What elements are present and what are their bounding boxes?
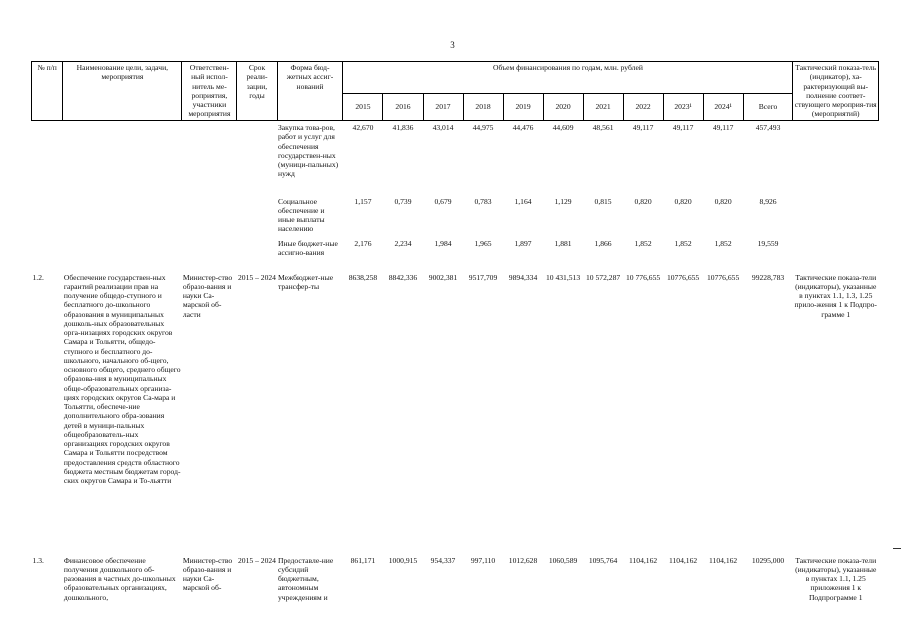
row-value: 10 572,287	[585, 272, 621, 282]
row-num: 1.3.	[32, 555, 44, 565]
row-value: 44,975	[472, 123, 494, 132]
row-value: 1,965	[474, 238, 492, 248]
row-value: 0,820	[714, 196, 732, 206]
table-row	[32, 121, 879, 195]
header-year: 2020	[543, 94, 583, 121]
row-name	[63, 195, 182, 237]
header-responsible: Ответствен-ный испол-нитель ме-роприятия, участники мероприятия	[182, 62, 237, 121]
row-value: 1060,589	[548, 555, 578, 565]
row-value: 44,609	[552, 123, 574, 132]
row-value: 8638,258	[348, 272, 378, 282]
financing-table	[31, 61, 879, 614]
row-value: 9002,381	[428, 272, 458, 282]
row-value: 43,014	[432, 123, 454, 132]
row-name	[63, 237, 182, 271]
row-value: 1,852	[634, 238, 652, 248]
row-value: 2,234	[394, 238, 412, 248]
row-num	[32, 195, 63, 237]
row-value: 1,157	[354, 196, 372, 206]
header-volume: Объем финансирования по годам, млн. рублей	[343, 62, 793, 94]
row-form: Межбюджет-ные трансфер-ты	[278, 272, 334, 291]
row-total: 99228,783	[751, 272, 785, 282]
row-total: 8,926	[759, 196, 777, 206]
row-term	[237, 121, 277, 195]
table-row	[32, 237, 879, 271]
row-name: Финансовое обеспечение получения дошкольного об-разования в частных до-школьных образовательных организациях, дошкольного,	[63, 555, 176, 602]
header-year: 2019	[503, 94, 543, 121]
row-indicator	[793, 121, 879, 195]
row-form: Предоставле-ние субсидий бюджетным, автономным учреждениям и	[278, 555, 334, 602]
row-total: 19,559	[757, 238, 779, 248]
page-number: 3	[450, 40, 455, 50]
row-form: Социальное обеспечение и иные выплаты населению	[278, 196, 325, 234]
row-responsible: Министер-ство образо-вания и науки Са-марской об-	[182, 555, 233, 593]
row-value: 44,476	[512, 123, 534, 132]
row-value: 10776,655	[706, 272, 740, 282]
table-row	[32, 195, 879, 237]
row-value: 41,836	[392, 123, 414, 132]
row-form: Иные бюджет-ные ассигно-вания	[278, 238, 338, 257]
row-value: 1,164	[514, 196, 532, 206]
header-indicator: Тактический показа-тель (индикатор), ха-рактеризующий вы-полнение соответ-ствующего мероприя-тия (мероприятий)	[793, 62, 879, 121]
row-value: 0,739	[394, 196, 412, 206]
row-value: 0,679	[434, 196, 452, 206]
row-name: Обеспечение государствен-ных гарантий реализации прав на получение общедо-ступного и бесплатного до-школьного образования в муниципальных дошколь-ных образовательных орга-низациях городских округов Самара и Тольятти, общедо-ступного и бесплатного до-школьного, начального об-щего, основного общего, среднего общего образова-ния в муниципальных обще-образовательных организа-циях городских округов Са-мара и Тольятти, обеспече-ние дополнительного обра-зования детей в муници-пальных общеобразователь-ных организациях городских округов Самара и Тольятти посредством предоставления средств областного бюджета местным бюджетам город-ских округов Самара и То-льятти	[63, 272, 181, 485]
header-num: № п/п	[32, 62, 63, 121]
row-value: 0,783	[474, 196, 492, 206]
row-value: 9894,334	[508, 272, 538, 282]
row-value: 0,815	[594, 196, 612, 206]
header-total: Всего	[743, 94, 793, 121]
row-value: 49,117	[672, 123, 694, 132]
row-value: 10776,655	[666, 272, 700, 282]
row-value: 10 776,655	[626, 272, 661, 282]
header-form: Форма бюд-жетных ассиг-нований	[277, 62, 343, 121]
row-num	[32, 121, 63, 195]
table-body	[32, 121, 879, 614]
table-header	[32, 62, 879, 121]
header-year: 2017	[423, 94, 463, 121]
row-term	[237, 237, 277, 271]
row-value: 997,110	[470, 555, 496, 565]
row-value: 1,897	[514, 238, 532, 248]
row-responsible	[182, 237, 237, 271]
row-value: 1,852	[714, 238, 732, 248]
header-name: Наименование цели, задачи, мероприятия	[63, 62, 182, 121]
row-value: 2,176	[354, 238, 372, 248]
row-value: 42,670	[352, 123, 374, 132]
header-year: 2018	[463, 94, 503, 121]
row-value: 49,117	[712, 123, 734, 132]
row-value: 1104,162	[628, 555, 658, 565]
header-year: 2016	[383, 94, 423, 121]
row-value: 954,337	[430, 555, 456, 565]
scan-mark	[893, 548, 901, 549]
header-term: Срок реали-зации, годы	[237, 62, 277, 121]
row-value: 0,820	[674, 196, 692, 206]
row-value: 1,866	[594, 238, 612, 248]
row-value: 48,561	[592, 123, 614, 132]
row-responsible	[182, 195, 237, 237]
row-num: 1.2.	[32, 272, 44, 282]
row-responsible	[182, 121, 237, 195]
row-value: 10 431,513	[545, 272, 581, 282]
row-indicator: Тактические показа-тели (индикаторы), указанные в пунктах 1.1, 1.3, 1.25 прило-жения 1 к Подпро-грамме 1	[794, 272, 877, 319]
header-year: 2023¹	[663, 94, 703, 121]
row-total: 457,493	[755, 123, 781, 132]
row-num	[32, 237, 63, 271]
row-indicator	[793, 195, 879, 237]
header-year: 2022	[623, 94, 663, 121]
row-term	[237, 195, 277, 237]
header-year: 2021	[583, 94, 623, 121]
table-row	[32, 554, 879, 614]
row-value: 1012,628	[508, 555, 538, 565]
row-term: 2015 – 2024	[238, 555, 276, 565]
header-year: 2015	[343, 94, 383, 121]
row-indicator	[793, 237, 879, 271]
row-value: 1,852	[674, 238, 692, 248]
row-value: 1,881	[554, 238, 572, 248]
row-value: 1,129	[554, 196, 572, 206]
row-value: 1095,764	[588, 555, 618, 565]
header-year: 2024¹	[703, 94, 743, 121]
row-value: 49,117	[632, 123, 654, 132]
row-value: 861,171	[350, 555, 376, 565]
row-name	[63, 121, 182, 195]
row-value: 1,984	[434, 238, 452, 248]
table-row	[32, 271, 879, 554]
row-indicator: Тактические показа-тели (индикаторы), указанные в пунктах 1.1, 1.25 приложения 1 к Подпрограмме 1	[795, 555, 877, 602]
row-value: 1000,915	[388, 555, 418, 565]
row-responsible: Министер-ство образо-вания и науки Са-марской об-ласти	[182, 272, 233, 319]
row-term: 2015 – 2024	[238, 272, 276, 282]
row-value: 0,820	[634, 196, 652, 206]
row-value: 1104,162	[669, 555, 698, 565]
row-value: 9517,709	[468, 272, 498, 282]
row-total: 10295,000	[751, 555, 785, 565]
row-value: 8842,336	[388, 272, 418, 282]
row-value: 1104,162	[709, 555, 738, 565]
row-form: Закупка това-ров, работ и услуг для обеспечения государствен-ных (муници-пальных) нужд	[278, 123, 339, 179]
